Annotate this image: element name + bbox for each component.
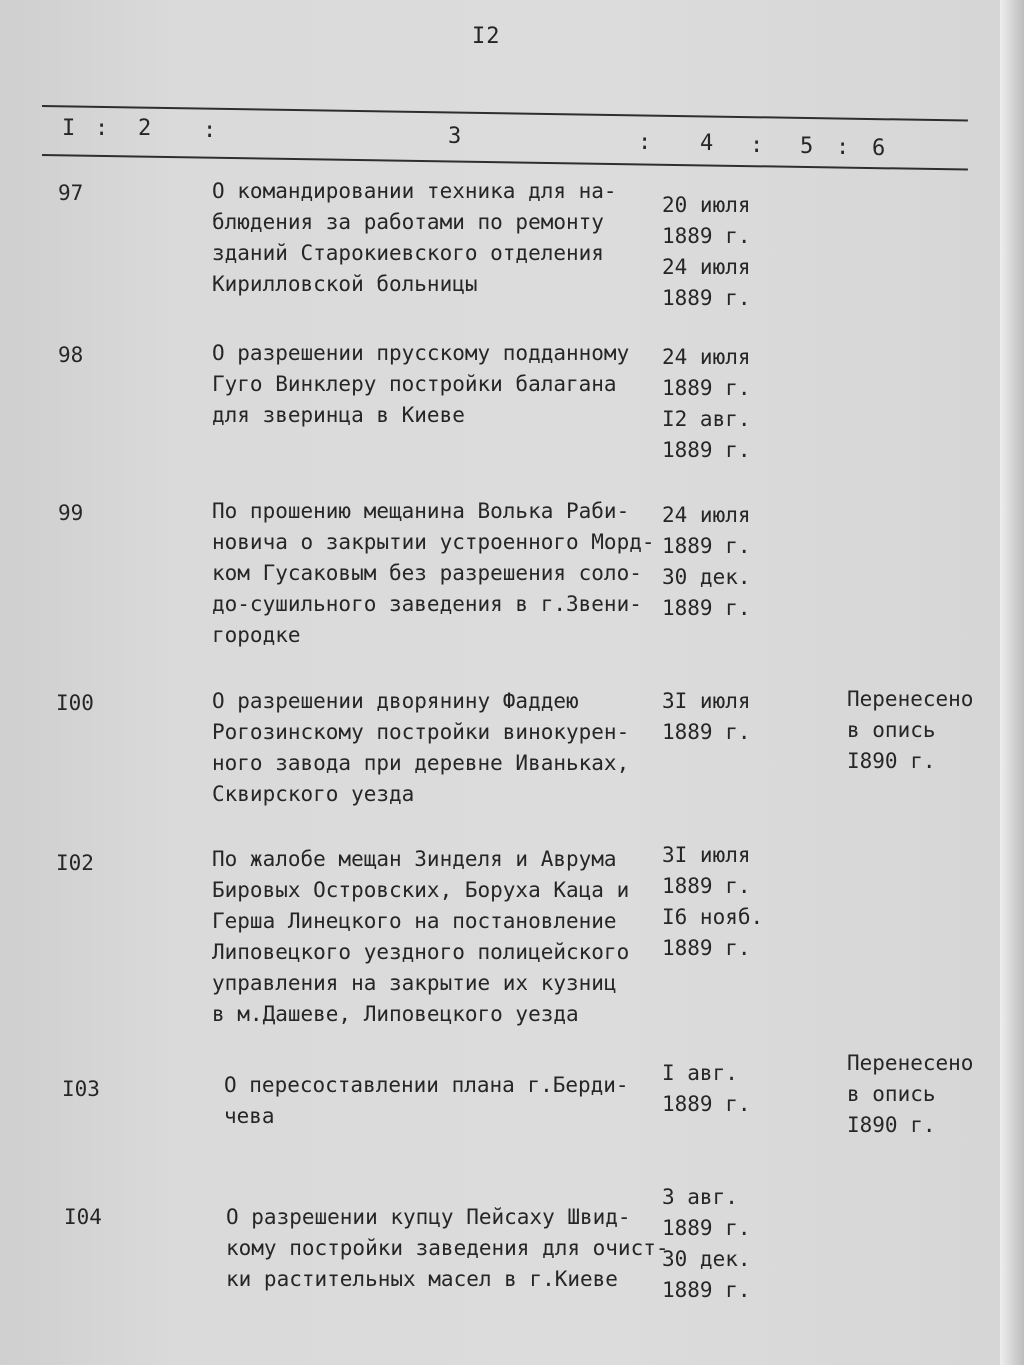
- entry-title: По прошению мещанина Волька Раби- новича о закрытии устроенного Морд- ком Гусаковым без разрешения соло- до-сушильного заведения в г.Звени- городке: [212, 499, 655, 647]
- header-col-1: I: [62, 116, 76, 141]
- entry-title: О разрешении прусскому подданному Гуго Винклеру постройки балагана для зверинца в Киеве: [212, 341, 630, 427]
- entry-dates: 24 июля 1889 г. I2 авг. 1889 г.: [662, 345, 751, 462]
- entry-dates: 3I июля 1889 г. I6 нояб. 1889 г.: [662, 843, 764, 960]
- header-col-6: 6: [872, 136, 886, 161]
- entry-title: О разрешении купцу Пейсаху Швид- кому постройки заведения для очист- ки растительных масел в г.Киеве: [226, 1205, 669, 1291]
- header-separator: :: [203, 118, 217, 143]
- page-number: I2: [472, 24, 501, 49]
- header-col-3: 3: [448, 124, 462, 149]
- header-separator: :: [638, 130, 652, 155]
- entry-number: I02: [56, 851, 94, 875]
- page-edge: [1000, 0, 1024, 1365]
- header-col-5: 5: [800, 134, 814, 159]
- entry-dates: I авг. 1889 г.: [662, 1061, 751, 1116]
- header-separator: :: [95, 116, 109, 141]
- entry-number: I04: [64, 1205, 102, 1229]
- entry-number: 97: [58, 181, 84, 205]
- entry-title: О пересоставлении плана г.Берди- чева: [224, 1073, 629, 1128]
- entry-note: Перенесено в опись I890 г.: [847, 687, 974, 773]
- entry-dates: 3I июля 1889 г.: [662, 689, 751, 744]
- entry-note: Перенесено в опись I890 г.: [847, 1051, 974, 1137]
- entry-title: О разрешении дворянину Фаддею Рогозинскому постройки винокурен- ного завода при деревне Иванькax, Сквирского уезда: [212, 689, 630, 806]
- entry-title: О командировании техника для на- блюдения за работами по ремонту зданий Старокиевского отделения Кирилловской больницы: [212, 179, 617, 296]
- entry-title: По жалобе мещан Зинделя и Аврума Бировых Островских, Боруха Каца и Герша Линецкого на постановление Липовецкого уездного полицейского управления на закрытие их кузниц в м.Дашеве, Липовецкого уезда: [212, 847, 630, 1026]
- header-col-4: 4: [700, 131, 714, 156]
- entry-number: 98: [58, 343, 84, 367]
- entry-number: I03: [62, 1077, 100, 1101]
- entry-number: I00: [56, 691, 94, 715]
- header-separator: :: [836, 135, 850, 160]
- entry-dates: 3 авг. 1889 г. 30 дек. 1889 г.: [662, 1185, 751, 1302]
- entry-dates: 24 июля 1889 г. 30 дек. 1889 г.: [662, 503, 751, 620]
- header-col-2: 2: [138, 116, 152, 141]
- entry-number: 99: [58, 501, 84, 525]
- entry-dates: 20 июля 1889 г. 24 июля 1889 г.: [662, 193, 751, 310]
- header-separator: :: [750, 133, 764, 158]
